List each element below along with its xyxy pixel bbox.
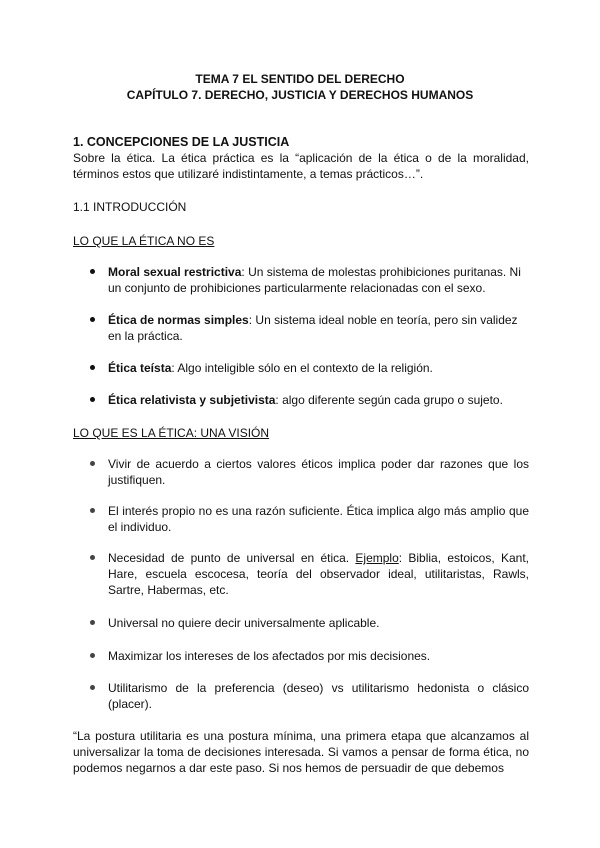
list-item-term: Ética relativista y subjetivista [108,393,276,407]
example-label: Ejemplo [355,551,399,565]
list-item-text: : algo diferente según cada grupo o sujeto. [275,393,503,407]
list-item [108,264,529,296]
intro-paragraph: Sobre la ética. La ética práctica es la “aplicación de la ética o de la moralidad, términos estos que utilizaré indistintamente, a temas prácticos…”. [73,151,529,181]
list-item-text: : Un sistema de molestas prohibiciones puritanas. Ni un conjunto de prohibiciones particularmente relacionadas con el sexo. [108,265,521,295]
is-ethics-heading: LO QUE ES LA ÉTICA: UNA VISIÓN [73,426,270,440]
list-item-term: Ética de normas simples [108,313,249,327]
list-item-term: Ética teísta [108,361,172,375]
list-item: El interés propio no es una razón suficiente. Ética implica algo más amplio que el individuo. [108,504,529,534]
list-item [108,550,529,598]
document-title: TEMA 7 EL SENTIDO DEL DERECHO [195,72,405,86]
list-item-rest: : Biblia, estoicos, Kant, Hare, escuela escocesa, teoría del observador ideal, utilitaristas, Rawls, Sartre, Habermas, etc. [108,551,529,597]
list-item [108,392,529,408]
list-item-term: Moral sexual restrictiva [108,265,242,279]
list-item: Vivir de acuerdo a ciertos valores éticos implica poder dar razones que los justifiquen. [108,457,529,487]
list-item: Maximizar los intereses de los afectados por mis decisiones. [108,648,529,664]
list-item [108,312,529,344]
list-item: Utilitarismo de la preferencia (deseo) vs utilitarismo hedonista o clásico (placer). [108,681,529,711]
list-item-lead: Necesidad de punto de universal en ética. [108,551,356,565]
subsection-heading: 1.1 INTRODUCCIÓN [73,200,187,214]
list-item-text: : Algo inteligible sólo en el contexto de la religión. [171,361,433,375]
list-item [108,360,529,376]
quote-paragraph: “La postura utilitaria es una postura mínima, una primera etapa que alcanzamos al universalizar la toma de decisiones interesada. Si vamos a pensar de forma ética, no podemos negarnos a dar este paso. Si nos hemos de persuadir de que debemos [73,729,529,775]
section-heading: 1. CONCEPCIONES DE LA JUSTICIA [73,135,290,149]
chapter-title: CAPÍTULO 7. DERECHO, JUSTICIA Y DERECHOS HUMANOS [126,88,474,102]
list-item-text: : Un sistema ideal noble en teoría, pero sin validez en la práctica. [108,313,518,343]
list-item: Universal no quiere decir universalmente aplicable. [108,615,529,631]
not-ethics-heading: LO QUE LA ÉTICA NO ES [73,234,215,248]
